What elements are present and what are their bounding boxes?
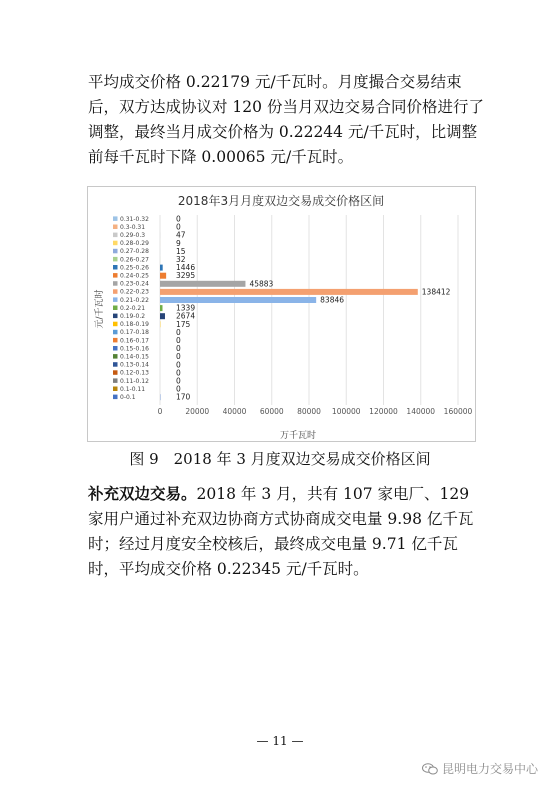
legend-label: 0.16-0.17 [120,337,149,345]
data-label: 45883 [249,279,274,289]
data-label: 0 [176,368,181,378]
legend-swatch [113,281,118,286]
wechat-icon [422,763,438,775]
x-tick-label: 140000 [406,407,436,416]
data-label: 0 [176,222,181,232]
data-label: 9 [176,238,181,248]
bar [160,265,163,271]
data-label: 0 [176,336,181,345]
data-label: 1339 [176,303,196,313]
legend-swatch [113,370,118,375]
bar [160,273,166,279]
legend-label: 0.12-0.13 [120,369,149,377]
chart-gridlines [160,215,458,405]
chart-y-axis-label: 元/千瓦时 [95,289,105,329]
bar [160,297,316,303]
chart-svg [88,187,475,441]
legend-label: 0.29-0.3 [120,232,146,239]
data-label: 0 [176,344,181,354]
x-tick-label: 60000 [259,407,284,416]
bar [160,305,162,311]
x-tick-label: 40000 [222,407,247,416]
legend-swatch [113,249,118,254]
legend-label: 0.31-0.32 [120,215,149,223]
bar [160,281,245,287]
legend-swatch [113,216,118,221]
legend-label: 0.28-0.29 [120,240,149,248]
legend-swatch [113,322,118,327]
legend-label: 0.21-0.22 [120,296,149,304]
x-tick-label: 100000 [331,407,361,416]
legend-label: 0.11-0.12 [120,377,149,385]
data-label: 0 [176,352,181,362]
legend-swatch [113,289,118,294]
legend-label: 0.13-0.14 [120,361,149,369]
price-range-chart [87,186,476,442]
legend-label: 0.2-0.21 [120,304,146,312]
watermark [422,760,538,777]
legend-swatch [113,225,118,230]
data-label: 170 [176,392,191,402]
data-label: 2674 [176,311,196,321]
chart-x-ticks [158,407,473,416]
legend-label: 0.24-0.25 [120,272,149,280]
page-number: — 11 — [256,734,304,748]
x-tick-label: 80000 [297,407,321,416]
bar [160,313,165,319]
legend-swatch [113,395,118,400]
legend-swatch [113,297,118,302]
paragraph-intro: 平均成交价格 0.22179 元/千瓦时。月度撮合交易结束后，双方达成协议对 120 份当月双边交易合同价格进行了调整，最终当月成交价格为 0.22244 元/千瓦时，比调整前每千瓦时下降 0.00065 元/千瓦时。 [88,73,484,166]
chart-x-axis-label: 万千瓦时 [279,431,317,441]
paragraph-supplementary [88,482,488,582]
data-label: 0 [176,360,181,370]
legend-swatch [113,273,118,278]
x-tick-label: 120000 [369,407,398,416]
legend-label: 0.14-0.15 [120,353,149,361]
legend-label: 0.1-0.11 [120,385,146,393]
data-label: 1446 [176,263,196,273]
paragraph-body: 2018 年 3 月，共有 107 家电厂、129 家用户通过补充双边协商方式协商成交电量 9.98 亿千瓦时；经过月度安全校核后，最终成交电量 9.71 亿千瓦时，平均成交价格 0.22345 元/千瓦时。 [88,485,474,578]
legend-swatch [113,338,118,343]
chart-bars [160,232,418,400]
legend-label: 0.25-0.26 [120,264,149,272]
legend-swatch [113,257,118,262]
chart-title: 2018年3月月度双边交易成交价格区间 [177,194,385,208]
x-tick-label: 20000 [185,407,210,416]
x-tick-label: 0 [157,407,163,416]
legend-swatch [113,233,118,238]
legend-swatch [113,306,118,311]
data-label: 175 [176,319,191,329]
legend-label: 0.19-0.2 [120,313,146,320]
legend-swatch [113,265,118,270]
legend-label: 0.18-0.19 [120,321,149,329]
legend-label: 0.27-0.28 [120,248,149,256]
data-label: 0 [176,376,181,386]
legend-swatch [113,387,118,392]
bar [160,289,418,295]
legend-swatch [113,378,118,383]
legend-swatch [113,346,118,351]
data-label: 0 [176,214,181,224]
legend-swatch [113,354,118,359]
figure-caption: 图 9 2018 年 3 月度双边交易成交价格区间 [129,450,431,468]
legend-swatch [113,330,118,335]
data-label: 15 [176,246,186,256]
data-label: 0 [176,327,181,337]
chart-legend [113,216,149,401]
legend-label: 0-0.1 [120,394,136,401]
legend-label: 0.15-0.16 [120,345,149,353]
data-label: 0 [176,384,181,394]
legend-label: 0.17-0.18 [120,329,149,337]
legend-swatch [113,241,118,246]
legend-label: 0.23-0.24 [120,280,149,288]
legend-swatch [113,362,118,367]
data-label: 47 [176,230,186,240]
legend-label: 0.26-0.27 [120,256,149,264]
chart-data-labels [176,215,451,402]
data-label: 83846 [320,295,345,305]
data-label: 32 [176,255,186,264]
watermark-text: 昆明电力交易中心 [441,762,538,776]
paragraph-heading: 补充双边交易。 [88,485,197,503]
legend-swatch [113,314,118,319]
data-label: 138412 [421,287,451,297]
legend-label: 0.3-0.31 [120,223,146,231]
x-tick-label: 160000 [443,407,473,416]
legend-label: 0.22-0.23 [120,288,149,296]
data-label: 3295 [176,271,196,281]
